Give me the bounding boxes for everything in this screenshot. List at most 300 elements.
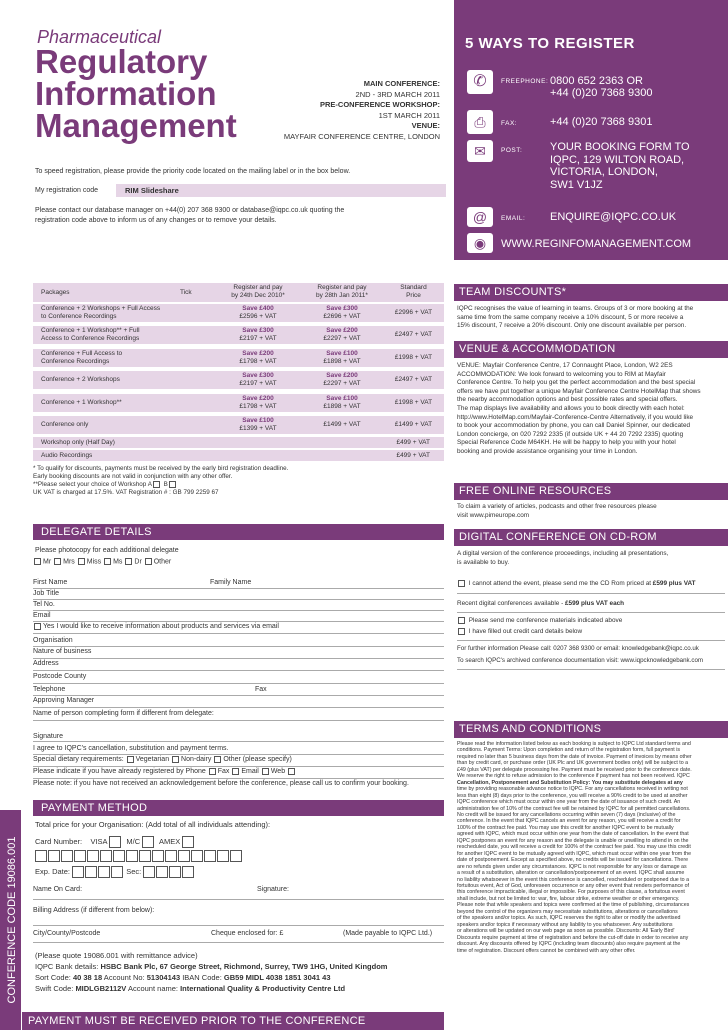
mr-checkbox[interactable] [34, 558, 41, 565]
amex-checkbox[interactable] [182, 836, 194, 848]
main-conference-label: MAIN CONFERENCE: [363, 79, 440, 88]
mrs-label: Mrs [63, 558, 75, 566]
web-option-label: Web [270, 768, 286, 775]
note-4: UK VAT is charged at 17.5%. VAT Registration # : GB 799 2259 67 [33, 489, 219, 497]
venue-header: VENUE & ACCOMMODATION [454, 341, 728, 358]
post-icon: ✉ [467, 140, 493, 162]
iban-label: IBAN Code: [180, 973, 224, 982]
cdrom-line: A digital version of the conference proceedings, including all presentations, [457, 550, 669, 557]
free-resources-header: FREE ONLINE RESOURCES [454, 483, 728, 500]
iban-code: GB59 MIDL 4038 1851 3041 43 [223, 973, 331, 982]
mid-save: Save £300 [326, 305, 358, 312]
cdrom-order-row[interactable] [457, 580, 696, 589]
standard-price: £2497 + VAT [394, 376, 433, 383]
telephone-field[interactable] [33, 685, 444, 696]
card-digit-box[interactable] [48, 850, 60, 862]
fax-number: +44 (0)20 7368 9301 [550, 116, 653, 128]
dr-checkbox[interactable] [125, 558, 132, 565]
note-1: * To qualify for discounts, payments must be received by the early bird registration deadline. [33, 465, 289, 472]
terms-line: required no later than 5 business days from the date of invoice. Payment of invoices by means other [457, 753, 692, 760]
standard-heading-1: Standard [400, 284, 427, 291]
sec-label: Sec: [126, 866, 142, 876]
acknowledgement-note-text: Please note: if you have not received an acknowledgement before the conference, please call us to confirm your booking. [33, 780, 409, 787]
city-field[interactable] [33, 929, 444, 943]
team-line: same time from the same company receive a 10% discount, 5 or more receive a [457, 313, 684, 321]
registration-code-label: My registration code [35, 187, 99, 194]
terms-line: less than eight (8) days prior to the conference, you will receive a 90% credit to be used at another [457, 792, 688, 799]
archive-search: To search IQPC's archived conference documentation visit: www.iqpcknowledgebank.com [457, 657, 704, 664]
nature-label: Nature of business [33, 648, 92, 655]
fax-icon: ⎙ [467, 110, 493, 134]
signature-label: Signature [33, 733, 63, 740]
card-digit-box[interactable] [165, 850, 177, 862]
preconference-label: PRE-CONFERENCE WORKSHOP: [319, 100, 440, 109]
package-row[interactable] [33, 394, 444, 412]
amex-label: AMEX [159, 836, 181, 846]
filled-card-row[interactable] [457, 628, 582, 637]
venue-text [457, 362, 727, 457]
account-line [35, 972, 387, 983]
card-digit-box[interactable] [87, 850, 99, 862]
workshop-only-label: Workshop only (Half Day) [41, 439, 115, 446]
package-row[interactable] [33, 371, 444, 389]
card-digit-box[interactable] [74, 850, 86, 862]
card-digit-box[interactable] [191, 850, 203, 862]
card-digit-box[interactable] [139, 850, 151, 862]
early-price: £2197 + VAT [239, 335, 277, 342]
mid-price: £1898 + VAT [323, 403, 361, 410]
card-digit-box[interactable] [100, 850, 112, 862]
fax-checkbox[interactable] [232, 768, 239, 775]
mid-heading-1: Register and pay [317, 284, 367, 291]
venue-line: London concierge, on 020 7292 2335 (if outside UK + 44 20 7292 2335) quoting [457, 430, 684, 438]
workshop-a-checkbox[interactable] [153, 481, 160, 488]
tel-label: Tel No. [33, 601, 55, 608]
early-save: Save £300 [242, 372, 274, 379]
card-digit-box[interactable] [204, 850, 216, 862]
venue-line: the nearby accommodation options and best possible rates and special offers. [457, 396, 678, 404]
free-line: To claim a variety of articles, podcasts and other free resources please [457, 503, 657, 510]
package-name: Conference + 2 Workshops + Full Access [41, 305, 161, 312]
card-digit-box[interactable] [35, 850, 47, 862]
completing-name-label: Name of person completing form if different from delegate: [33, 710, 214, 717]
vegetarian-checkbox[interactable] [127, 756, 134, 763]
workshop-option-b: B [163, 481, 168, 489]
email-option-label: Email [241, 768, 259, 775]
terms-line: administration fee of 10% of the contract fee will be retained by IQPC for all permitted cancellations. [457, 805, 691, 812]
terms-line: a result of a substitution, alteration or cancellation/postponement of an event. IQPC shall assume [457, 870, 685, 877]
dietary-row[interactable] [33, 755, 444, 767]
account-no-label: Account No: [102, 973, 147, 982]
approving-manager-field[interactable] [33, 696, 444, 708]
filled-card-checkbox[interactable] [458, 628, 465, 635]
early-save: Save £300 [242, 327, 274, 334]
swift-code: MIDLGB2112V [75, 984, 127, 993]
approving-manager-label: Approving Manager [33, 697, 95, 704]
early-heading-2: by 24th Dec 2010* [231, 292, 285, 299]
account-name-label: Account name: [126, 984, 181, 993]
cdrom-divider-3 [457, 640, 725, 641]
exp-date-label: Exp. Date: [35, 866, 71, 876]
freephone-number [550, 75, 652, 99]
card-number-label: Card Number: [35, 836, 83, 846]
terms-line: IQPC postpones an event for any reason and the delegate is unable or unwilling to attend in on the [457, 837, 689, 844]
email-address[interactable]: ENQUIRE@IQPC.CO.UK [550, 211, 677, 223]
post-line-4: SW1 V1JZ [550, 178, 603, 191]
package-row[interactable] [33, 304, 444, 322]
ms-checkbox[interactable] [104, 558, 111, 565]
conference-code-vertical: CONFERENCE CODE 19086.001 [6, 836, 18, 1004]
workshop-option-a: A [147, 481, 152, 489]
cdrom-order-checkbox[interactable] [458, 580, 465, 587]
package-row[interactable] [33, 416, 444, 434]
payment-method-header: PAYMENT METHOD [33, 800, 444, 816]
mid-price: £2297 + VAT [323, 335, 361, 342]
payment-footer-banner: PAYMENT MUST BE RECEIVED PRIOR TO THE CONFERENCE [22, 1012, 444, 1030]
mid-heading-2: by 28th Jan 2011* [316, 292, 368, 299]
terms-line: or alterations will be updated on our web page as soon as possible. Discounts: All 'Early Bird' [457, 928, 675, 935]
venue-line: VENUE: Mayfair Conference Centre, 17 Connaught Place, London, W2 2ES [457, 362, 673, 369]
title-options [33, 558, 171, 565]
dr-label: Dr [134, 558, 142, 566]
exp-box[interactable] [111, 866, 123, 878]
cdrom-divider-2 [457, 612, 725, 613]
recent-conferences [457, 600, 624, 609]
cdrom-divider-1 [457, 593, 725, 594]
title-line-3: Management [35, 107, 237, 144]
mid-save: Save £200 [326, 327, 358, 334]
bank-line [35, 961, 387, 972]
post-address [550, 141, 690, 191]
card-digit-box[interactable] [230, 850, 242, 862]
team-line: IQPC recognises the value of learning in teams. Groups of 3 or more booking at the [457, 305, 694, 312]
mrs-checkbox[interactable] [54, 558, 61, 565]
exp-sec-row [35, 866, 195, 878]
address-field[interactable] [33, 659, 444, 671]
early-price: £1798 + VAT [239, 403, 277, 410]
early-save: Save £400 [242, 305, 274, 312]
billing-address-field[interactable] [33, 906, 444, 926]
postcode-field[interactable] [33, 672, 444, 684]
cdrom-intro [457, 550, 668, 567]
cdrom-line: is available to buy. [457, 558, 510, 566]
cdrom-order-label: I cannot attend the event, please send me the CD Rom priced at [468, 580, 653, 588]
standard-price: £1998 + VAT [394, 354, 433, 361]
package-name: Conference + Full Access to [41, 350, 123, 357]
terms-line: IQPC conference which must occur within one year from the date of issuance of such credit. An [457, 799, 681, 806]
package-notes [33, 465, 288, 497]
preconference-date: 1ST MARCH 2011 [378, 110, 440, 120]
cdrom-price: £599 plus VAT [652, 580, 696, 588]
venue-line: ACCOMMODATION: We look forward to welcoming you to RIM at Mayfair [457, 370, 666, 378]
city-label: City/County/Postcode [33, 930, 101, 937]
postcode-label: Postcode County [33, 673, 87, 680]
email-field[interactable] [33, 611, 444, 622]
mid-save: Save £200 [326, 372, 358, 379]
first-name-field[interactable] [33, 578, 444, 589]
terms-line: £49 (plus VAT) per delegate processing fee. Payment must be received prior to the conference date. [457, 766, 692, 773]
further-info: For further information Please call: 0207 368 9300 or email: knowledgebank@iqpc.co.uk [457, 645, 699, 652]
already-registered-label: Please indicate if you have already registered by Phone [33, 768, 206, 775]
terms-line: beyond the control of the organizers may necessitate substitutions, alterations or cancellations [457, 908, 678, 915]
name-on-card-label: Name On Card: [33, 886, 83, 893]
photocopy-note: Please photocopy for each additional delegate [35, 547, 179, 554]
ms-label: Ms [113, 558, 123, 566]
family-name-label: Family Name [210, 579, 252, 586]
billing-address-label: Billing Address (if different from below): [33, 907, 155, 914]
bank-prefix: IQPC Bank details: [35, 962, 101, 971]
venue-line: Conference Centre. To help you get the perfect accommodation and the best special [457, 379, 696, 387]
mid-price: £1499 + VAT [323, 421, 361, 428]
non-dairy-label: Non-dairy [181, 756, 212, 763]
team-discounts-header: TEAM DISCOUNTS* [454, 284, 728, 301]
package-row[interactable] [33, 326, 444, 344]
other-checkbox[interactable] [145, 558, 152, 565]
sec-box[interactable] [182, 866, 194, 878]
terms-line: no liability whatsoever in the event this conference is cancelled, rescheduled or postponed due to a [457, 876, 690, 883]
swift-label: Swift Code: [35, 984, 76, 993]
terms-text [457, 741, 727, 954]
organisation-label: Organisation [33, 637, 73, 644]
miss-checkbox[interactable] [78, 558, 85, 565]
package-name-2: to Conference Recordings [41, 313, 117, 320]
venue-line: offers we have put together a unique Mayfair Conference Centre HotelMap that shows [457, 387, 701, 395]
speed-registration-text: To speed registration, please provide the priority code located on the mailing label or in the box below. [35, 168, 351, 175]
venue-line: to book your accommodation by phone, you can call Daniel Spinner, our dedicated [457, 422, 691, 430]
terms-line: Discounts require payment at time of registration and before the cut-off date in order to receive any [457, 934, 689, 941]
bank-details [35, 950, 387, 994]
package-row[interactable] [33, 349, 444, 367]
card-digit-box[interactable] [178, 850, 190, 862]
workshop-only-price: £499 + VAT [396, 439, 430, 446]
venue-line: The map displays live availability and allows you to book directly with each hotel: [457, 404, 685, 412]
email-optin-checkbox[interactable] [34, 623, 41, 630]
mid-price: £2297 + VAT [323, 380, 361, 387]
sec-box[interactable] [143, 866, 155, 878]
standard-heading [383, 284, 444, 300]
agree-label: I agree to IQPC's cancellation, substitution and payment terms. [33, 745, 229, 752]
mid-save: Save £100 [326, 395, 358, 402]
job-title-field[interactable] [33, 589, 444, 600]
contact-text-2: registration code above to inform us of any changes or to remove your details. [35, 217, 277, 224]
email-optin-row[interactable] [33, 622, 444, 634]
venue-line: http://www.HotelMap.com/Mayfair-Conference-Centre Alternatively, if you would like [457, 413, 694, 421]
email-label: Email [33, 612, 51, 619]
card-digit-box[interactable] [126, 850, 138, 862]
venue-name: MAYFAIR CONFERENCE CENTRE, LONDON [283, 131, 440, 141]
website-link[interactable]: WWW.REGINFOMANAGEMENT.COM [501, 238, 692, 250]
post-line-1: YOUR BOOKING FORM TO [550, 141, 690, 153]
standard-price: £1998 + VAT [394, 399, 433, 406]
venue-label: VENUE: [411, 121, 440, 130]
page-title [35, 43, 237, 144]
signature-field[interactable] [33, 729, 444, 742]
phone-icon: ✆ [467, 70, 493, 94]
acknowledgement-note [33, 779, 444, 791]
early-save: Save £200 [242, 350, 274, 357]
terms-line: 100% of the contract fee paid. You may use this credit for another IQPC event to be mutually [457, 824, 674, 831]
mc-label: M/C [126, 836, 141, 846]
contact-text-1: Please contact our database manager on +44(0) 207 368 9300 or database@iqpc.co.uk quoting the [35, 207, 345, 214]
account-no: 51304143 [146, 973, 181, 982]
audio-label: Audio Recordings [41, 452, 93, 459]
sort-code: 40 38 18 [72, 973, 103, 982]
main-conference-dates: 2ND - 3RD MARCH 2011 [355, 89, 440, 99]
diet-other-checkbox[interactable] [214, 756, 221, 763]
register-panel [454, 0, 728, 260]
card-digit-box[interactable] [152, 850, 164, 862]
agree-row [33, 744, 444, 755]
terms-line: time of registration. Discount offers cannot be combined with any other offer. [457, 947, 636, 954]
telephone-label: Telephone [33, 686, 66, 693]
package-name-2: Conference Recordings [41, 358, 110, 365]
standard-price: £2497 + VAT [394, 331, 433, 338]
freephone-line-1: 0800 652 2363 OR [550, 75, 643, 87]
standard-price: £1499 + VAT [394, 421, 433, 428]
note-3 [33, 481, 288, 489]
early-price: £1399 + VAT [239, 425, 277, 432]
registration-code-value: RIM Slideshare [125, 186, 179, 195]
terms-line: Cancellation, Postponement and Substitution Policy: You may substitute delegates at any [457, 779, 683, 786]
event-dates [284, 79, 440, 142]
email-icon: @ [467, 207, 493, 227]
send-materials-row[interactable] [457, 617, 622, 626]
freephone-line-2: +44 (0)20 7368 9300 [550, 87, 653, 99]
send-materials-label: Please send me conference materials indicated above [468, 617, 623, 625]
post-label: POST: [501, 147, 523, 154]
terms-line: speakers and/or topics if necessary without any liability to you whatsoever. Any substitutions [457, 921, 673, 928]
account-name: International Quality & Productivity Centre Ltd [180, 984, 346, 993]
cheque-label: Cheque enclosed for: £ [211, 930, 284, 937]
nature-field[interactable] [33, 647, 444, 659]
phone-checkbox[interactable] [209, 768, 216, 775]
note-2: Early booking discounts are not valid in conjunction with any other offer. [33, 473, 233, 480]
web-icon: ◉ [467, 233, 493, 253]
web-checkbox[interactable] [288, 768, 295, 775]
sec-box[interactable] [156, 866, 168, 878]
card-digit-box[interactable] [61, 850, 73, 862]
recent-label: Recent digital conferences available - [457, 600, 565, 607]
terms-header: TERMS AND CONDITIONS [454, 721, 728, 738]
terms-line: We reserve the right to refuse admission to the conference if payment has not been received. IQPC [457, 773, 690, 780]
remittance-note: (Please quote 19086.001 with remittance advice) [35, 951, 198, 960]
fax-label: FAX: [501, 120, 518, 127]
exp-box[interactable] [85, 866, 97, 878]
package-name: Conference + 2 Workshops [41, 376, 120, 383]
package-name: Conference only [41, 421, 89, 428]
register-title: 5 WAYS TO REGISTER [465, 35, 635, 52]
already-registered-row[interactable] [33, 767, 444, 779]
audio-row[interactable] [33, 450, 444, 461]
swift-line [35, 983, 387, 994]
venue-line: booking and provide assistance organising your time in London. [457, 447, 638, 455]
name-on-card-field[interactable] [33, 885, 444, 900]
sort-code-label: Sort Code: [35, 973, 73, 982]
package-name-2: Access to Conference Recordings [41, 335, 140, 342]
mid-save: Save £100 [326, 350, 358, 357]
terms-line: time by providing reasonable advance notice to IQPC. For any cancellations received in writing not [457, 786, 688, 793]
early-heading [217, 284, 299, 300]
early-save: Save £200 [242, 395, 274, 402]
miss-label: Miss [86, 558, 102, 566]
workshop-b-checkbox[interactable] [169, 481, 176, 488]
terms-line: date of postponement. Except as specified above, no credits will be issued for cancellations. There [457, 857, 689, 864]
early-save: Save £100 [242, 417, 274, 424]
mr-label: Mr [43, 558, 52, 566]
send-materials-checkbox[interactable] [458, 617, 465, 624]
terms-line: Please note that while speakers and topics were confirmed at the time of publishing, circumstances [457, 902, 690, 909]
mid-price: £2696 + VAT [323, 313, 361, 320]
workshop-only-row[interactable] [33, 437, 444, 448]
tel-field[interactable] [33, 600, 444, 611]
diet-other-label: Other (please specify) [223, 756, 292, 763]
terms-line: agreed with IQPC, which must occur within one year from the date of cancellation. In the event that [457, 831, 689, 838]
venue-line: Special Reference Code M64KH. He will be happy to help you with your hotel [457, 439, 676, 447]
tick-heading: Tick [180, 289, 192, 296]
cdrom-divider-4 [457, 669, 725, 670]
exp-box[interactable] [98, 866, 110, 878]
job-title-label: Job Title [33, 590, 60, 597]
early-heading-1: Register and pay [233, 284, 283, 291]
bank-name: HSBC Bank Plc, 67 George Street, Richmond, Surrey, TW9 1HG, United Kingdom [100, 962, 388, 971]
card-digit-box[interactable] [113, 850, 125, 862]
terms-line: of the speakers and/or topics. As such, IQPC reserves the right to alter or modify the advertised [457, 915, 681, 922]
visa-label: VISA [90, 836, 108, 846]
mid-price: £1898 + VAT [323, 358, 361, 365]
audio-price: £499 + VAT [396, 452, 430, 459]
packages-heading: Packages [41, 289, 70, 296]
filled-card-label: I have filled out credit card details below [468, 628, 583, 636]
email-checkbox[interactable] [262, 768, 269, 775]
exp-box[interactable] [72, 866, 84, 878]
visa-checkbox[interactable] [109, 836, 121, 848]
packages-header [33, 283, 444, 302]
package-name: Conference + 1 Workshop** [41, 399, 122, 406]
package-name: Conference + 1 Workshop** + Full [41, 327, 140, 334]
freephone-label: FREEPHONE: [501, 78, 549, 85]
team-line: 15% discount, 7 receive a 20% discount. Only one discount available per person. [457, 322, 687, 330]
terms-line: conditions. Payment Terms: Upon completion and return of the registration form, full payment is [457, 747, 681, 754]
first-name-label: First Name [33, 579, 68, 586]
organisation-field[interactable] [33, 636, 444, 647]
note-3-text: **Please select your choice of Workshop [33, 481, 147, 489]
pharmaceutical-label: Pharmaceutical [37, 27, 162, 47]
total-price-label: Total price for your Organisation: (Add total of all individuals attending): [35, 820, 271, 829]
free-line: visit www.pimeurope.com [457, 511, 530, 519]
mc-checkbox[interactable] [142, 836, 154, 848]
early-price: £2596 + VAT [239, 313, 277, 320]
card-digit-box[interactable] [217, 850, 229, 862]
terms-line: this conference impracticable, illegal or impossible. For purposes of this clause, a fortuitous event [457, 889, 685, 896]
payable-label: (Made payable to IQPC Ltd.) [343, 930, 433, 937]
card-number-boxes[interactable] [35, 850, 243, 862]
terms-line: Please read the information listed below as each booking is subject to IQPC Ltd standard terms and [457, 741, 691, 747]
delegate-details-header: DELEGATE DETAILS [33, 524, 444, 540]
non-dairy-checkbox[interactable] [172, 756, 179, 763]
dietary-label: Special dietary requirements: [33, 756, 124, 763]
card-type-row [35, 836, 195, 848]
completing-name-field[interactable] [33, 709, 444, 721]
team-discounts-text [457, 305, 727, 331]
email-optin-label: Yes I would like to receive information about products and services via email [43, 623, 279, 630]
mid-heading [301, 284, 383, 300]
sec-box[interactable] [169, 866, 181, 878]
free-resources-text [457, 503, 657, 520]
other-label: Other [153, 558, 172, 566]
card-signature-label: Signature: [257, 886, 289, 893]
address-label: Address [33, 660, 59, 667]
terms-line: discount. Any discounts offered by IQPC (including team discounts) also require payment at the [457, 941, 681, 948]
